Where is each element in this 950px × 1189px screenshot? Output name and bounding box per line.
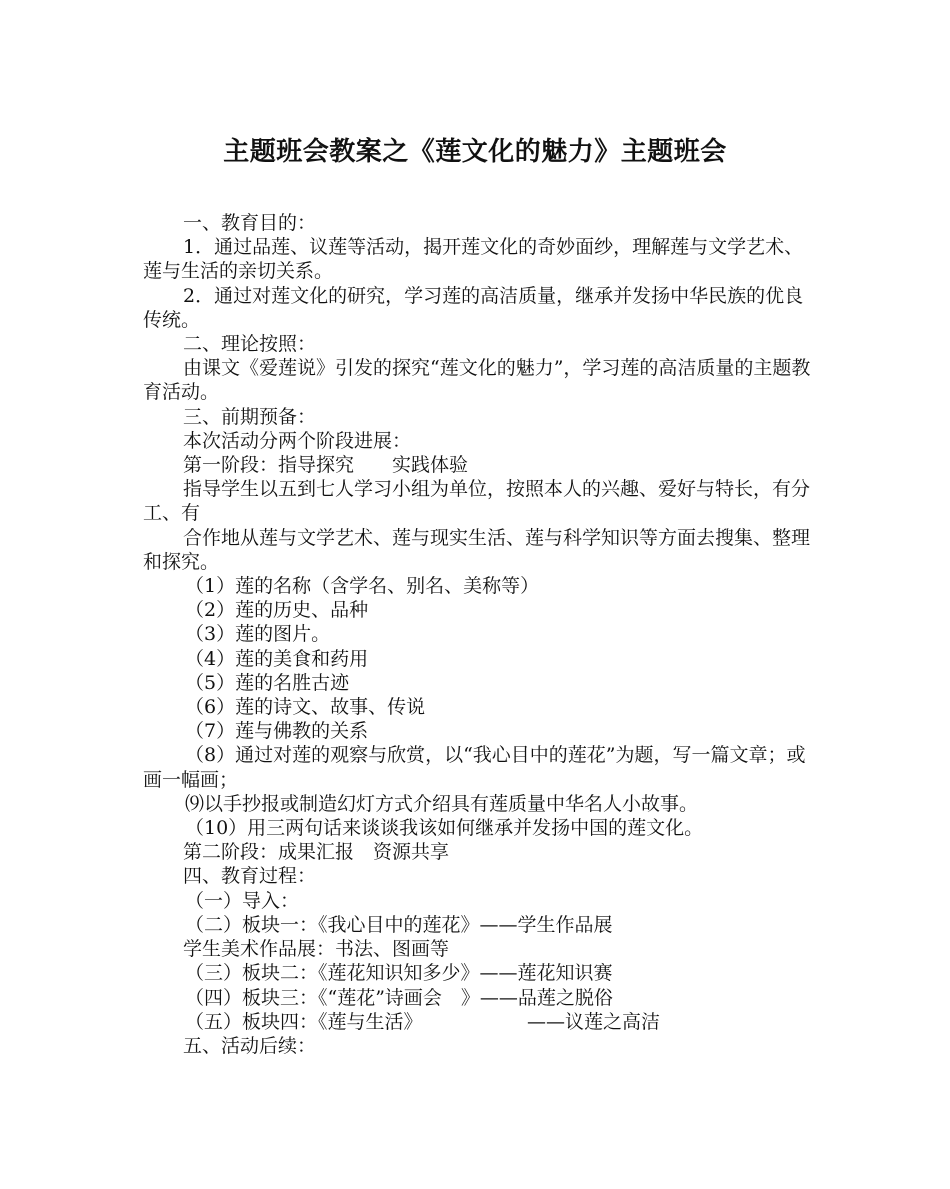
list-item: （3）莲的图片。 [185, 623, 331, 646]
process-item: （一）导入： [185, 889, 300, 912]
goal-item-1: 1．通过品莲、议莲等活动，揭开莲文化的奇妙面纱，理解莲与文学艺术、莲与生活的亲切关系。 [143, 236, 804, 283]
stage-one-heading: 第一阶段：指导探究 实践体验 [183, 454, 469, 477]
page-title: 主题班会教案之《莲文化的魅力》主题班会 [223, 137, 727, 167]
theory-text: 由课文《爱莲说》引发的探究“莲文化的魅力”，学习莲的高洁质量的主题教育活动。 [143, 357, 811, 404]
preparation-intro: 本次活动分两个阶段进展： [183, 429, 412, 452]
goal-item-2: 2．通过对莲文化的研究，学习莲的高洁质量，继承并发扬中华民族的优良传统。 [143, 284, 804, 331]
process-item: （五）板块四：《莲与生活》 ——议莲之高洁 [185, 1010, 661, 1033]
list-item: （6）莲的诗文、故事、传说 [185, 696, 426, 719]
process-item: （三）板块二：《莲花知识知多少》——莲花知识赛 [185, 962, 613, 985]
list-item: （7）莲与佛教的关系 [185, 720, 369, 743]
list-item: ⑼以手抄报或制造幻灯方式介绍具有莲质量中华名人小故事。 [185, 792, 699, 815]
list-item: （2）莲的历史、品种 [185, 599, 369, 622]
heading-education-goal: 一、教育目的： [183, 212, 317, 234]
heading-theory-basis: 二、理论按照： [183, 333, 317, 356]
list-item: （4）莲的美食和药用 [185, 647, 369, 670]
heading-preparation: 三、前期预备： [183, 405, 317, 428]
list-item: （5）莲的名胜古迹 [185, 671, 350, 694]
stage-one-text-1: 指导学生以五到七人学习小组为单位，按照本人的兴趣、爱好与特长，有分工、有 [143, 478, 811, 525]
process-item-note: 学生美术作品展：书法、图画等 [183, 938, 450, 961]
stage-one-text-2: 合作地从莲与文学艺术、莲与现实生活、莲与科学知识等方面去搜集、整理和探究。 [143, 526, 811, 573]
document-body [143, 211, 811, 1058]
list-item: （1）莲的名称（含学名、别名、美称等） [185, 575, 540, 598]
process-item: （二）板块一：《我心目中的莲花》——学生作品展 [185, 913, 613, 936]
heading-education-process: 四、教育过程： [183, 865, 317, 888]
list-item: （10）用三两句话来谈谈我该如何继承并发扬中国的莲文化。 [185, 817, 704, 840]
stage-two-heading: 第二阶段：成果汇报 资源共享 [183, 841, 450, 864]
heading-follow-up: 五、活动后续： [183, 1034, 317, 1057]
process-item: （四）板块三：《“莲花”诗画会 》——品莲之脱俗 [185, 986, 613, 1009]
list-item: （8）通过对莲的观察与欣赏，以“我心目中的莲花”为题，写一篇文章；或画一幅画； [143, 744, 806, 791]
